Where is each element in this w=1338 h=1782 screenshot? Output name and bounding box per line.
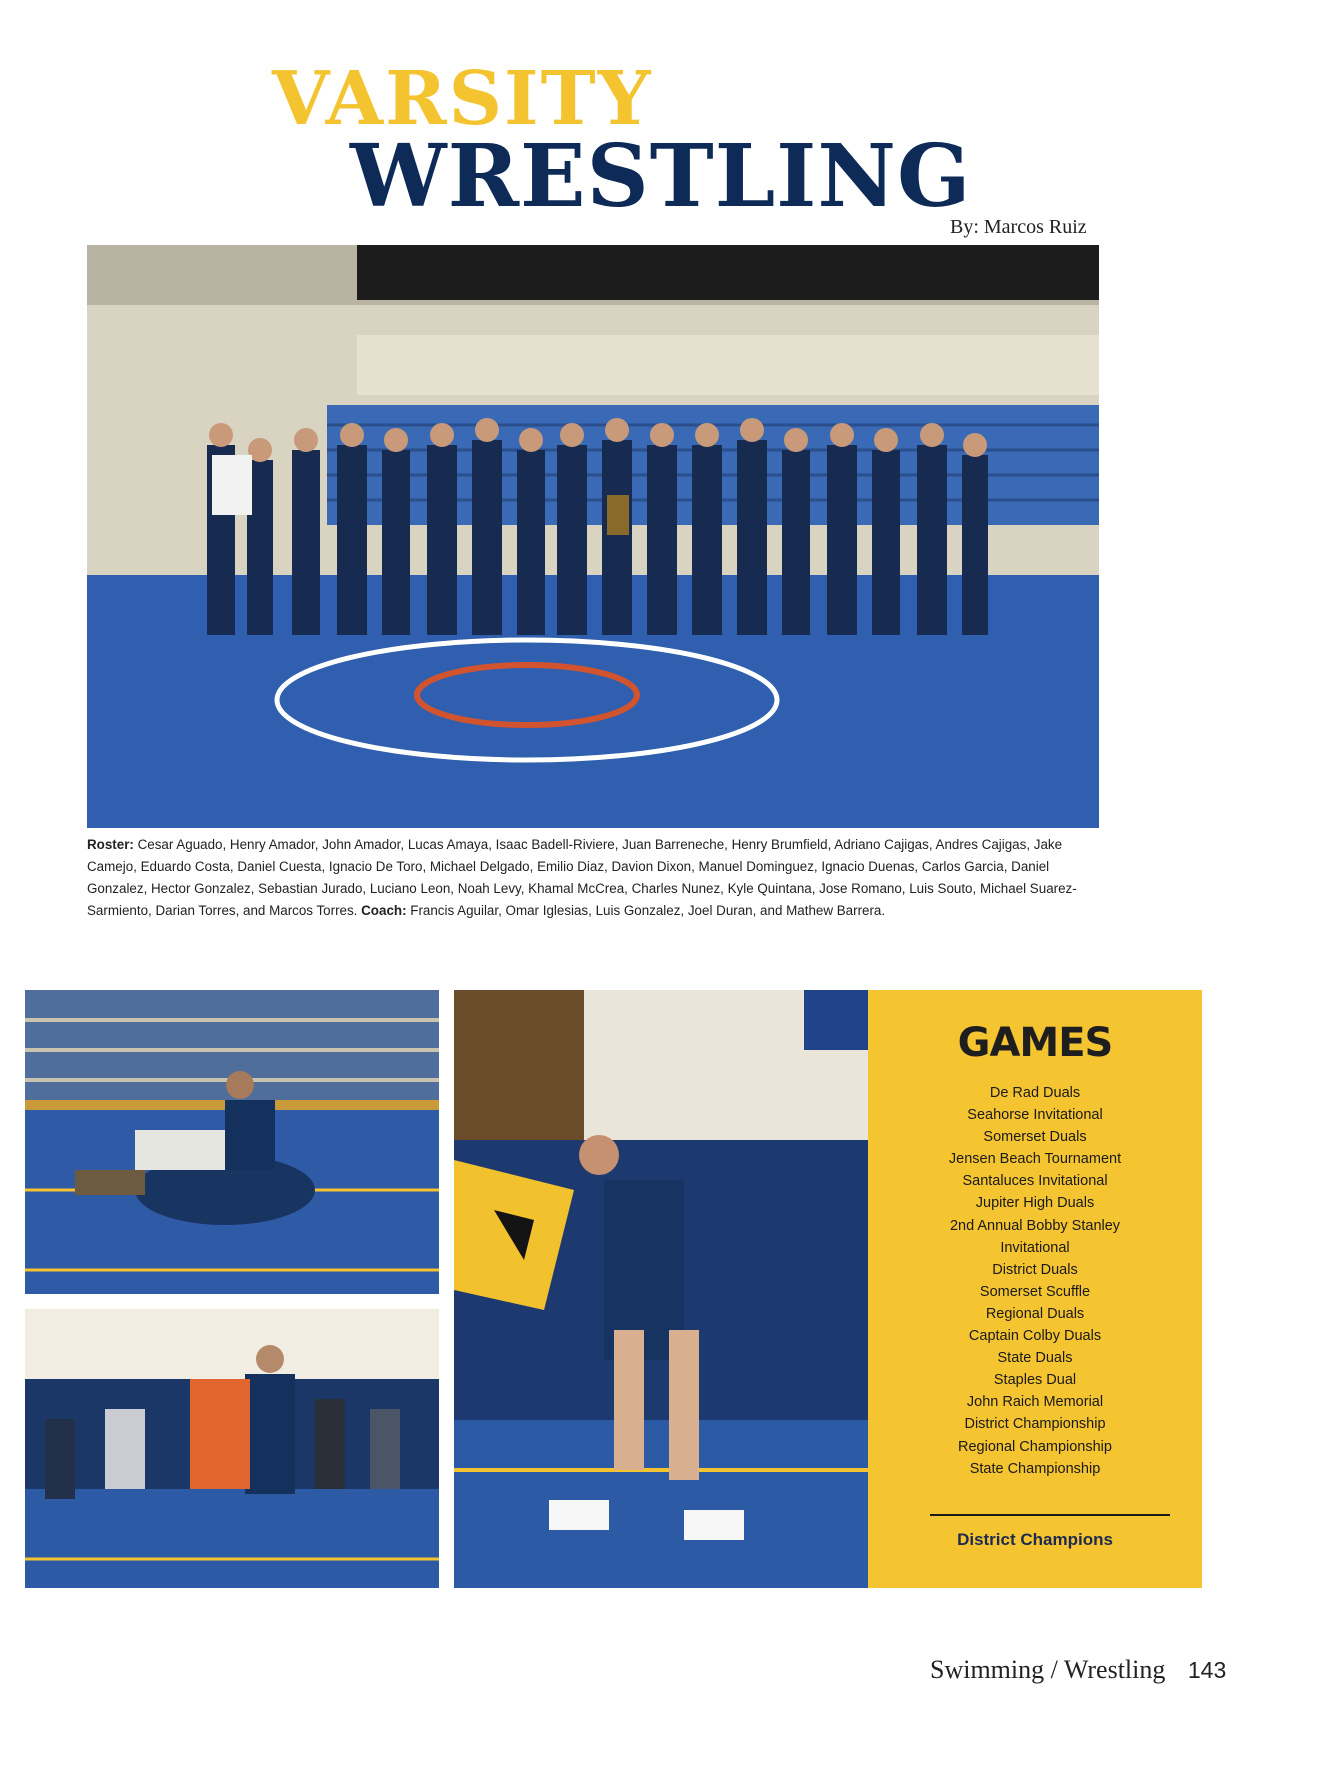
roster-label: Roster: bbox=[87, 837, 134, 852]
section-name: Swimming / Wrestling bbox=[930, 1655, 1166, 1684]
list-item: State Championship bbox=[969, 1460, 1101, 1477]
page-footer bbox=[930, 1655, 1226, 1685]
page-number: 143 bbox=[1187, 1657, 1227, 1683]
list-item: De Rad Duals bbox=[989, 1085, 1081, 1101]
list-item: Seahorse Invitational bbox=[967, 1107, 1103, 1124]
list-item: Somerset Scuffle bbox=[979, 1283, 1091, 1300]
games-panel bbox=[868, 990, 1202, 1588]
byline: By: Marcos Ruiz bbox=[950, 216, 1087, 238]
list-item: Regional Duals bbox=[985, 1305, 1085, 1322]
coach-label: Coach: bbox=[361, 903, 407, 918]
coach-text: Francis Aguilar, Omar Iglesias, Luis Gonzalez, Joel Duran, and Mathew Barrera. bbox=[410, 903, 886, 918]
title-wrestling: WRESTLING bbox=[350, 126, 972, 227]
action-photo-1 bbox=[25, 990, 439, 1294]
list-item: 2nd Annual Bobby Stanley bbox=[949, 1217, 1121, 1234]
roster-text: Cesar Aguado, Henry Amador, John Amador, Lucas Amaya, Isaac Badell-Riviere, Juan Barreneche, Henry Brumfield, Adriano Cajigas, Andres Cajigas, Jake Camejo, Eduardo Costa, Daniel Cuesta, Ignacio De Toro, Michael Delgado, Emilio Diaz, Davion Dixon, Manuel Dominguez, Ignacio Duenas, Carlos Garcia, Daniel Gonzalez, Hector Gonzalez, Sebastian Jurado, Luciano Leon, Noah Levy, Khamal McCrea, Charles Nunez, Kyle Quintana, Jose Romano, Luis Souto, Michael Suarez-Sarmiento, Darian Torres, and Marcos Torres. bbox=[87, 837, 1077, 918]
list-item: Staples Dual bbox=[993, 1372, 1077, 1389]
games-result: District Champions bbox=[957, 1530, 1113, 1549]
list-item: State Duals bbox=[997, 1350, 1073, 1367]
divider bbox=[930, 1514, 1170, 1516]
games-list bbox=[868, 1082, 1202, 1480]
title-varsity: VARSITY bbox=[272, 56, 653, 142]
action-photo-2 bbox=[25, 1309, 439, 1588]
list-item: Somerset Duals bbox=[983, 1129, 1087, 1146]
photo-caption bbox=[87, 834, 1099, 922]
team-photo bbox=[87, 245, 1099, 828]
list-item: Jensen Beach Tournament bbox=[948, 1151, 1122, 1168]
list-item: Regional Championship bbox=[958, 1438, 1112, 1455]
action-photo-3 bbox=[454, 990, 868, 1588]
list-item: Invitational bbox=[1000, 1239, 1070, 1256]
list-item: Jupiter High Duals bbox=[975, 1195, 1095, 1212]
list-item: District Championship bbox=[964, 1416, 1106, 1433]
list-item: Captain Colby Duals bbox=[968, 1328, 1102, 1345]
games-title: GAMES bbox=[957, 1020, 1113, 1066]
list-item: District Duals bbox=[992, 1261, 1078, 1278]
list-item: John Raich Memorial bbox=[966, 1394, 1104, 1411]
list-item: Santaluces Invitational bbox=[962, 1173, 1108, 1190]
